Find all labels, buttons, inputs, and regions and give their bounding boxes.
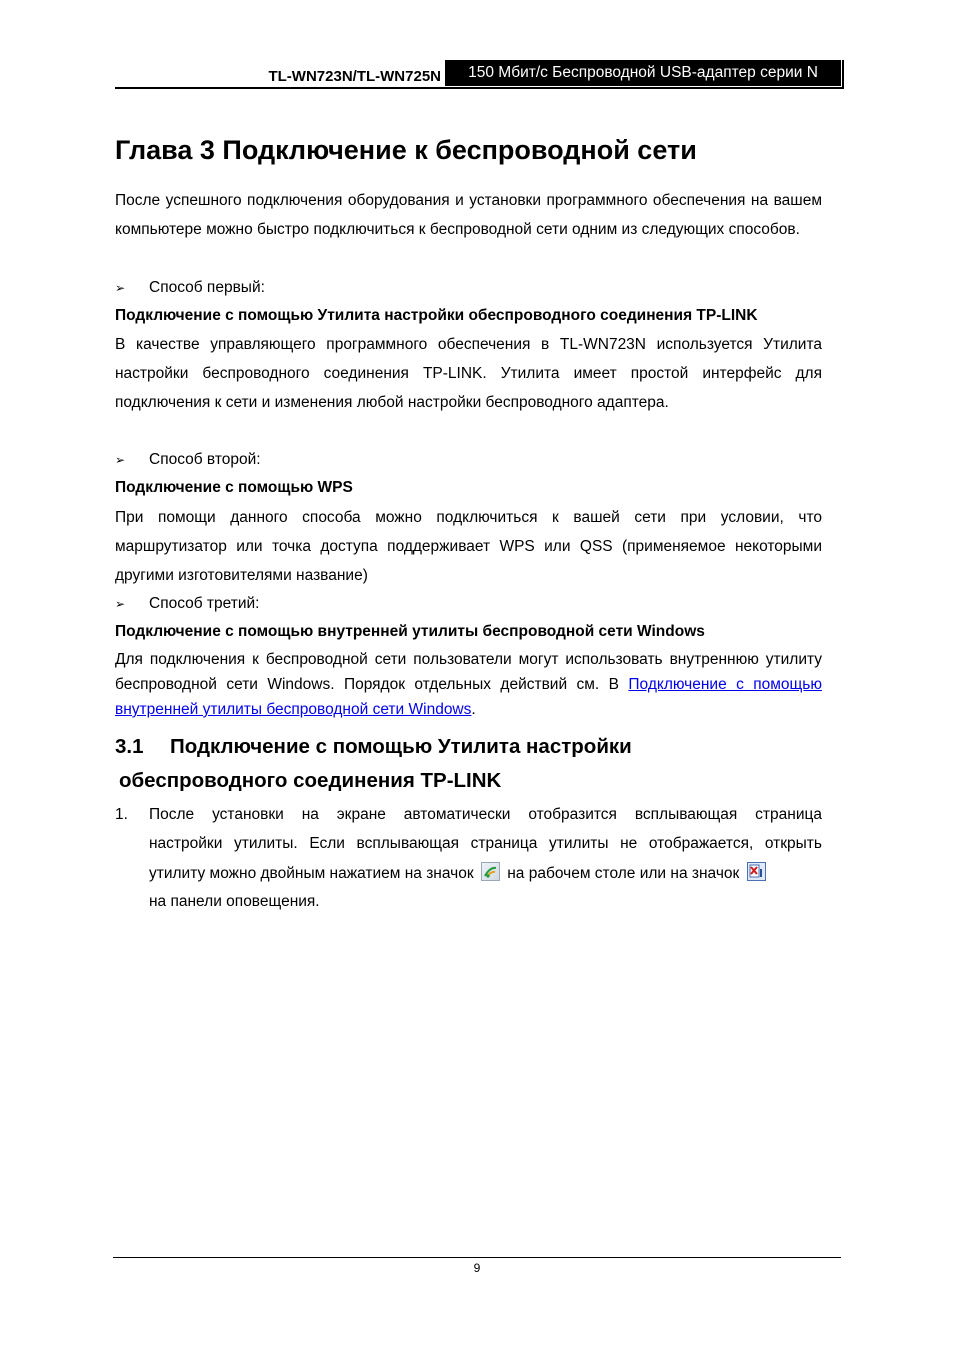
header-series: 150 Мбит/с Беспроводной USB-адаптер серии N bbox=[445, 60, 841, 86]
windows-utility-link[interactable]: Подключение с помощью внутренней утилиты беспроводной сети Windows bbox=[115, 676, 822, 718]
step-1-line3 bbox=[149, 862, 822, 891]
arrow-bullet-icon: ➢ bbox=[115, 597, 126, 611]
section-title-line2: обеспроводного соединения TP-LINK bbox=[119, 769, 502, 792]
chapter-title: Глава 3 Подключение к беспроводной сети bbox=[115, 135, 697, 165]
footer-rule bbox=[113, 1257, 841, 1258]
method-2-text: При помощи данного способа можно подключиться к вашей сети при условии, что маршрутизатор или точка доступа поддерживает WPS или QSS (применяемое некоторыми другими изготовителями название) bbox=[115, 509, 822, 584]
step-1-text bbox=[149, 804, 822, 920]
method-3-text bbox=[115, 647, 822, 722]
section-title-line1: Подключение с помощью Утилита настройки bbox=[170, 735, 632, 758]
step-1-line4: на панели оповещения. bbox=[149, 893, 320, 910]
step-1-line1: После установки на экране автоматически отобразится всплывающая страница bbox=[149, 806, 822, 823]
step-1-line2: настройки утилиты. Если всплывающая страница утилиты не отображается, открыть bbox=[149, 835, 822, 852]
method-3-heading: Подключение с помощью внутренней утилиты беспроводной сети Windows bbox=[115, 623, 705, 640]
step-1-number: 1. bbox=[115, 806, 128, 823]
header-model: TL-WN723N/TL-WN725N bbox=[268, 68, 441, 85]
step-1-line3-b: на рабочем столе или на значок bbox=[507, 865, 740, 882]
bullet-method-1-label: Способ первый: bbox=[149, 279, 265, 296]
section-title bbox=[115, 730, 632, 798]
page-header bbox=[115, 58, 844, 89]
arrow-bullet-icon: ➢ bbox=[115, 453, 126, 467]
method-3-text-after: . bbox=[471, 701, 476, 718]
bullet-method-3-label: Способ третий: bbox=[149, 595, 260, 612]
page-number: 9 bbox=[473, 1261, 481, 1275]
tray-utility-icon[interactable] bbox=[747, 862, 766, 881]
intro-paragraph: После успешного подключения оборудования и установки программного обеспечения на вашем компьютере можно быстро подключиться к беспроводной сети одним из следующих способов. bbox=[115, 192, 822, 238]
method-3-text-before: Для подключения к беспроводной сети пользователи могут использовать внутреннюю утилиту беспроводной сети Windows. Порядок отдельных действий см. В bbox=[115, 651, 822, 693]
header-rule bbox=[115, 87, 844, 89]
header-divider bbox=[842, 60, 844, 87]
method-1-heading: Подключение с помощью Утилита настройки обеспроводного соединения TP-LINK bbox=[115, 307, 758, 324]
arrow-bullet-icon: ➢ bbox=[115, 281, 126, 295]
desktop-utility-icon[interactable] bbox=[481, 862, 500, 881]
method-1-text: В качестве управляющего программного обеспечения в TL-WN723N используется Утилита настройки беспроводного соединения TP-LINK. Утилита имеет простой интерфейс для подключения к сети и изменения любой настройки беспроводного адаптера. bbox=[115, 336, 822, 411]
step-1-line3-a: утилиту можно двойным нажатием на значок bbox=[149, 865, 474, 882]
bullet-method-2-label: Способ второй: bbox=[149, 451, 261, 468]
method-2-heading: Подключение с помощью WPS bbox=[115, 479, 353, 496]
section-number: 3.1 bbox=[115, 735, 144, 758]
